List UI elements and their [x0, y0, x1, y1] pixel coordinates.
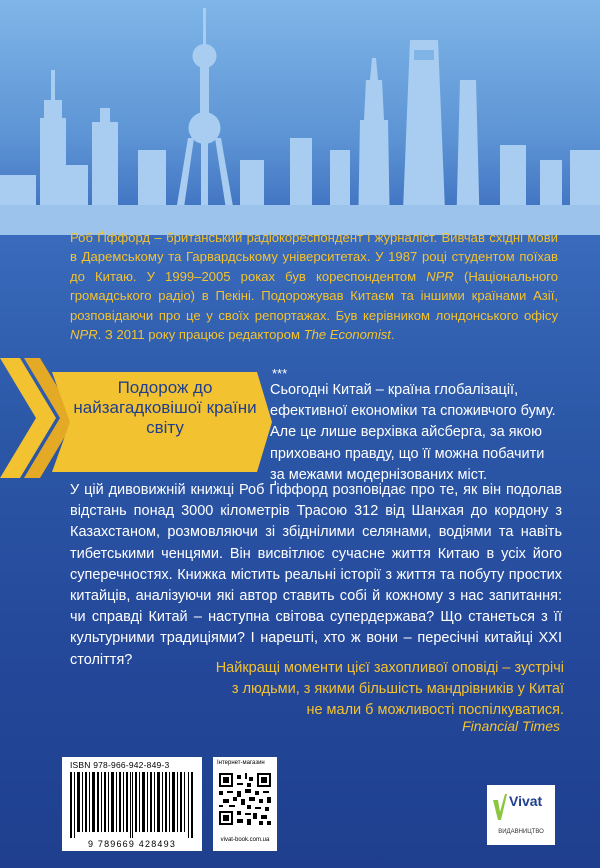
bio-text-4: .	[390, 327, 395, 343]
qr-code-icon	[219, 773, 271, 825]
bio-npr-1: NPR	[426, 268, 454, 284]
description-paragraph: У цій дивовижній книжці Роб Ґіффорд розповідає про те, як він подолав відстань понад 3000 кілометрів Трасою 312 від Шанхая до кордону з Казахстаном, розмовляючи зі збіднілими селянами, водіями та навіть тибетськими ченцями. Він висвітлює сучасне життя Китаю в усіх його суперечностях. Книжка містить реальні історії з життя та побуту простих китайців, аналізуючи які автор ставить собі й кожному з нас запитання: чи справді Китай – наступна світова супердержава? Що станеться з її культурними традиціями? І нарешті, хто ж вони – пересічні китайці XXI століття?	[70, 482, 562, 668]
bio-text-3: . З 2011 року працює редактором	[97, 327, 304, 343]
qr-block	[213, 757, 277, 851]
intro-paragraph: Сьогодні Китай – країна глобалізації, ефективної економіки та споживчого буму. Але це лише верхівка айсберга, за якою приховано правду, що її можна побачити за межами модернізованих міст.	[270, 382, 556, 483]
checkmark-icon	[493, 794, 507, 820]
review-quote: Найкращі моменти цієї захопливої оповіді – зустрічі з людьми, з якими більшість мандрівників у Китаї не мали б можливості поспілкуватися.	[215, 660, 564, 719]
isbn-number: ISBN 978-966-942-849-3	[70, 760, 170, 770]
author-bio	[70, 228, 558, 344]
logo-subtitle: ВИДАВНИЦТВО	[498, 829, 544, 835]
section-separator: ***	[272, 366, 288, 381]
bio-npr-2: NPR	[70, 327, 98, 343]
logo-wordmark: Vivat	[509, 793, 543, 809]
bio-text-1: Роб Ґіффорд – британський радіокореспондент і журналіст. Вивчав східні мови в Даремському та Гарвардському університетах. У 1987 році студентом поїхав до Китаю. У 1999–2005 роках був кореспондентом	[70, 230, 558, 284]
isbn-barcode-block	[62, 757, 202, 851]
qr-caption-top: Інтернет-магазин	[217, 760, 265, 766]
quote-source: Financial Times	[462, 718, 560, 734]
barcode-digits: 9 789669 428493	[87, 839, 177, 849]
publisher-logo	[487, 785, 555, 845]
qr-caption-bottom: vivat-book.com.ua	[220, 837, 270, 843]
bio-text-2: (Національного громадського радіо) в Пекіні. Подорожував Китаєм та іншими країнами Азії, розповідаючи про це у своїх репортажах. Був керівником лондонського офісу	[70, 268, 559, 323]
banner-title: Подорож до найзагадковішої країни світу	[73, 378, 257, 437]
city-skyline-illustration	[0, 0, 600, 235]
bio-economist: The Economist	[303, 327, 391, 343]
barcode-icon	[70, 772, 194, 838]
